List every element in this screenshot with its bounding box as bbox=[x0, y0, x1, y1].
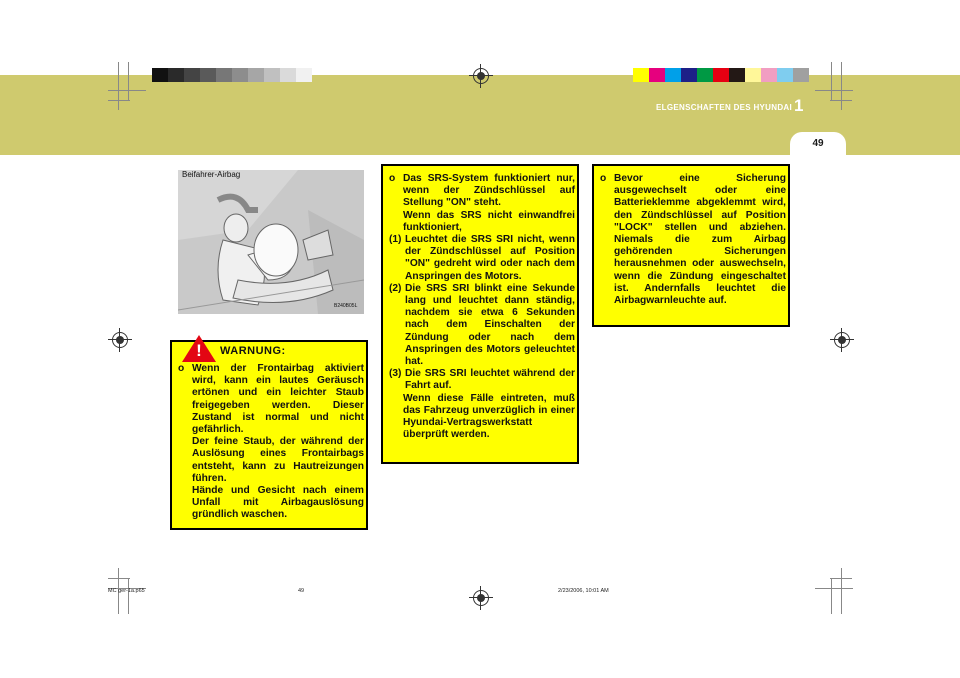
crop-mark bbox=[128, 62, 129, 100]
color-swatch bbox=[665, 68, 681, 82]
srs-info-box bbox=[381, 164, 579, 464]
crop-mark bbox=[815, 588, 853, 589]
crop-mark bbox=[128, 578, 129, 614]
color-swatch bbox=[633, 68, 649, 82]
exclamation-icon: ! bbox=[196, 341, 202, 360]
fuse-item: o Bevor eine Sicherung ausgewechselt oder eine Batterieklemme abgeklemmt wird, den Zündschlüssel auf Position "LOCK" stellen und abziehen. Niemals die zum Airbag gehörenden Sicherungen herausnehmen oder auswechseln, wenn die Zündung eingeschaltet ist. Andernfalls leuchtet die Airbagwarnleuchte auf. bbox=[600, 173, 786, 307]
warning-line3: Hände und Gesicht nach einem Unfall mit Airbagauslösung gründlich waschen. bbox=[192, 485, 364, 521]
color-swatch bbox=[280, 68, 296, 82]
srs-subitem: (1) Leuchtet die SRS SRI nicht, wenn der Zündschlüssel auf Position "ON" gedreht wird oder nach dem Anspringen des Motors. bbox=[389, 234, 575, 282]
crop-mark bbox=[841, 568, 842, 614]
registration-mark-icon bbox=[473, 68, 489, 84]
crop-mark bbox=[108, 578, 130, 579]
crop-mark bbox=[831, 62, 832, 100]
crop-mark bbox=[108, 90, 146, 91]
srs-subitem: (3) Die SRS SRI leuchtet während der Fahrt auf. bbox=[389, 368, 575, 392]
srs-lead: Das SRS-System funktioniert nur, wenn der Zündschlüssel auf Stellung "ON" steht. bbox=[403, 173, 575, 209]
color-swatch bbox=[200, 68, 216, 82]
warning-box bbox=[170, 340, 368, 530]
color-swatch bbox=[232, 68, 248, 82]
color-calibration-bar bbox=[633, 68, 809, 82]
chapter-number: 1 bbox=[794, 96, 804, 115]
color-swatch bbox=[697, 68, 713, 82]
grayscale-calibration-bar bbox=[152, 68, 312, 82]
color-swatch bbox=[793, 68, 809, 82]
color-swatch bbox=[745, 68, 761, 82]
color-swatch bbox=[216, 68, 232, 82]
footer-timestamp: 2/23/2006, 10:01 AM bbox=[558, 588, 609, 594]
color-swatch bbox=[168, 68, 184, 82]
registration-mark-icon bbox=[473, 590, 489, 606]
passenger-airbag-illustration bbox=[178, 170, 364, 314]
crop-mark bbox=[108, 100, 130, 101]
crop-mark bbox=[118, 62, 119, 110]
figure-label: Beifahrer-Airbag bbox=[182, 170, 241, 179]
crop-mark bbox=[841, 62, 842, 110]
airbag-drawing bbox=[178, 170, 364, 314]
fuse-info-box bbox=[592, 164, 790, 327]
color-swatch bbox=[777, 68, 793, 82]
color-swatch bbox=[713, 68, 729, 82]
srs-subitem: (2) Die SRS SRI blinkt eine Sekunde lang und leuchtet dann ständig, nachdem sie etwa 6 Sekunden nach dem Einschalten der Zündung oder nach dem Anspringen des Motors geleuchtet hat. bbox=[389, 282, 575, 368]
registration-mark-icon bbox=[834, 332, 850, 348]
page-number: 49 bbox=[812, 138, 824, 149]
footer-file: MC ger-1a.p65 bbox=[108, 588, 145, 594]
color-swatch bbox=[296, 68, 312, 82]
color-swatch bbox=[152, 68, 168, 82]
section-title: ELGENSCHAFTEN DES HYUNDAI bbox=[656, 103, 792, 112]
crop-mark bbox=[815, 90, 853, 91]
warning-title: WARNUNG: bbox=[220, 345, 286, 357]
footer-page: 49 bbox=[298, 588, 305, 594]
crop-mark bbox=[831, 578, 832, 614]
color-swatch bbox=[264, 68, 280, 82]
color-swatch bbox=[184, 68, 200, 82]
figure-code: B240B05L bbox=[334, 303, 358, 309]
registration-mark-icon bbox=[112, 332, 128, 348]
srs-closing: Wenn diese Fälle eintreten, muß das Fahrzeug unverzüglich in einer Hyundai-Vertragswerkstatt überprüft werden. bbox=[403, 392, 575, 441]
color-swatch bbox=[729, 68, 745, 82]
srs-item: o Das SRS-System funktioniert nur, wenn der Zündschlüssel auf Stellung "ON" steht. Wenn das SRS nicht einwandfrei funktioniert, bbox=[389, 173, 575, 233]
color-swatch bbox=[248, 68, 264, 82]
srs-line2: Wenn das SRS nicht einwandfrei funktioniert, bbox=[403, 209, 575, 233]
color-swatch bbox=[681, 68, 697, 82]
color-swatch bbox=[761, 68, 777, 82]
warning-lead: Wenn der Frontairbag aktiviert wird, kann ein lautes Geräusch ertönen und ein leichter Staub freigegeben werden. Dieser Zustand ist normal und nicht gefährlich. bbox=[192, 363, 364, 436]
fuse-text: Bevor eine Sicherung ausgewechselt oder eine Batterieklemme abgeklemmt wird, den Zündschlüssel auf Position "LOCK" stellen und abziehen. Niemals die zum Airbag gehörenden Sicherungen herausnehmen oder auswechseln, wenn die Zündung eingeschaltet ist. Andernfalls leuchtet die Airbagwarnleuchte auf. bbox=[614, 173, 786, 307]
color-swatch bbox=[649, 68, 665, 82]
warning-line2: Der feine Staub, der während der Auslösung eines Frontairbags entsteht, kann zu Hautreizungen führen. bbox=[192, 436, 364, 484]
warning-item: o Wenn der Frontairbag aktiviert wird, kann ein lautes Geräusch ertönen und ein leichter Staub freigegeben werden. Dieser Zustand ist normal und nicht gefährlich. Der feine Staub, der während der Auslösung eines Frontairbags entsteht, kann zu Hautreizungen führen. Hände und Gesicht nach einem Unfall mit Airbagauslösung gründlich waschen. bbox=[178, 363, 364, 521]
